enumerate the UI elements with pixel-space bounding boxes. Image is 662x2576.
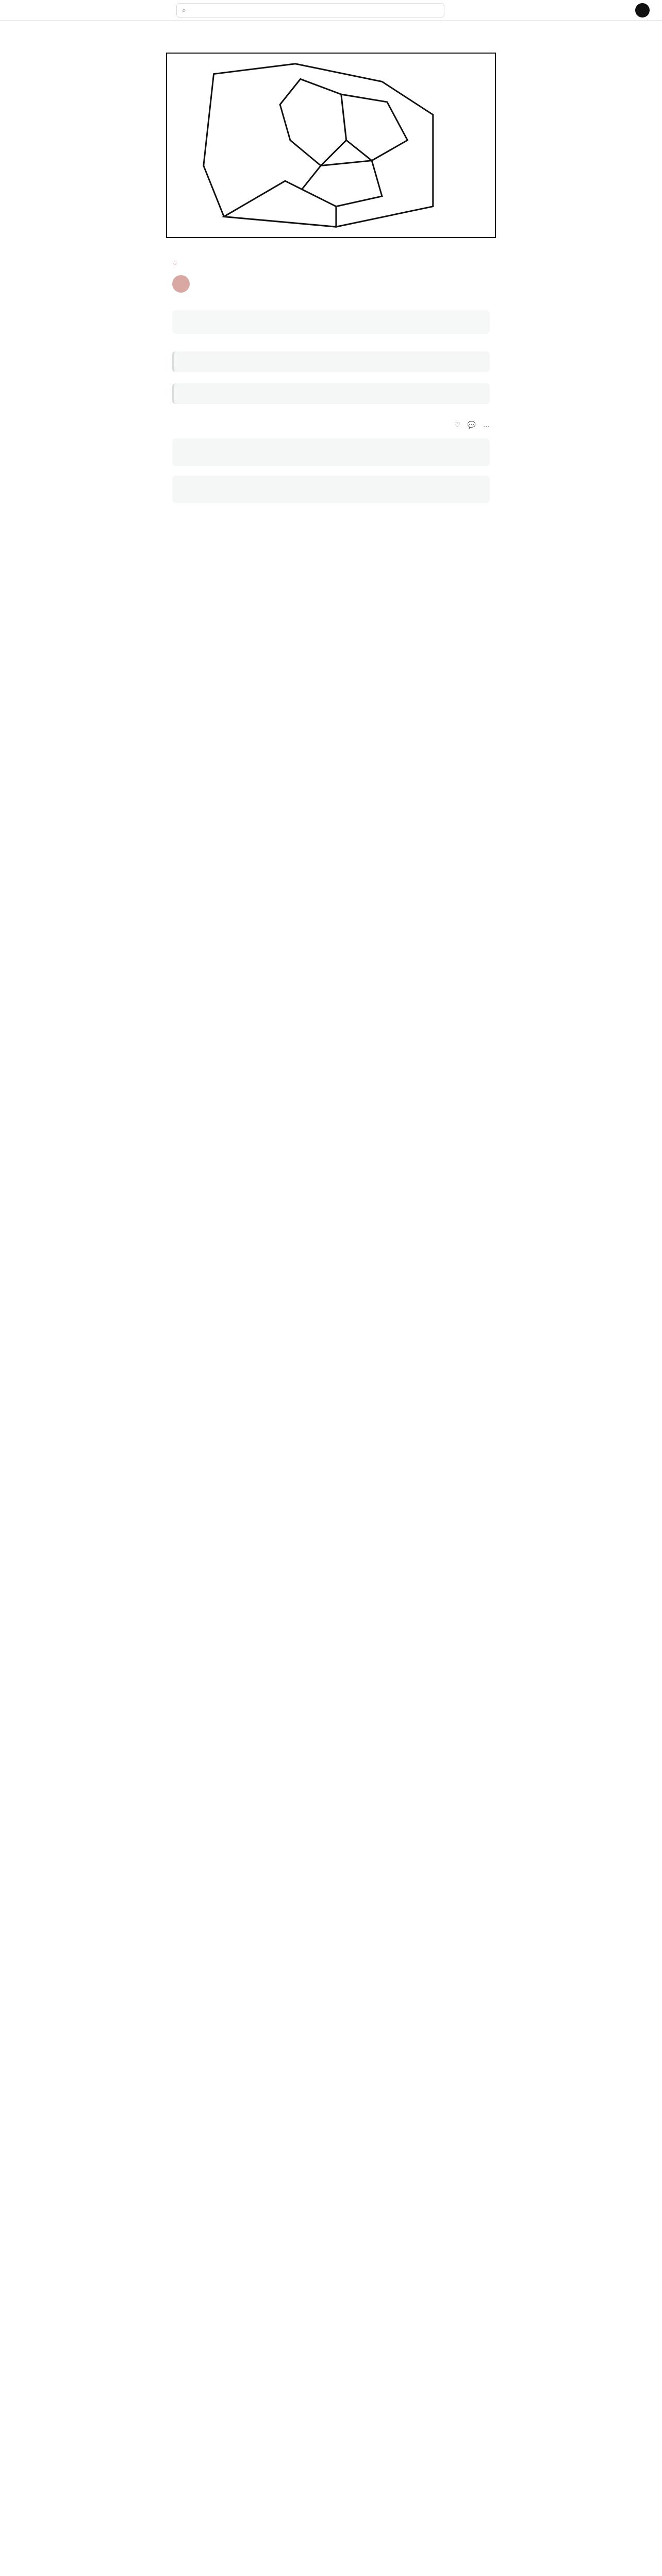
reaction-like[interactable]	[454, 421, 460, 429]
author-row	[172, 275, 490, 293]
reaction-bar	[172, 421, 490, 429]
top-bar	[0, 0, 662, 21]
article-content	[160, 260, 502, 503]
quote-block-1	[172, 351, 490, 372]
post-button[interactable]	[596, 3, 610, 18]
article-meta	[172, 260, 490, 293]
avatar[interactable]	[172, 275, 190, 293]
quote-box-2	[172, 476, 490, 503]
comment-icon[interactable]: 💬	[467, 421, 476, 429]
ward-map-illustration	[167, 54, 495, 237]
hero-image	[166, 53, 496, 238]
table-of-contents	[172, 310, 490, 334]
long-quote-box	[172, 438, 490, 466]
signup-button[interactable]	[635, 3, 650, 18]
quote-block-2	[172, 383, 490, 404]
like-counter[interactable]	[172, 260, 490, 267]
heart-icon[interactable]: ♡	[172, 260, 178, 267]
login-button[interactable]	[616, 3, 630, 18]
heart-icon[interactable]: ♡	[454, 421, 460, 429]
header-actions	[596, 3, 650, 18]
search-input[interactable]	[176, 3, 444, 18]
article-container	[160, 21, 502, 513]
reaction-comment[interactable]	[468, 421, 476, 429]
search-icon: ⌕	[182, 6, 186, 14]
more-icon[interactable]: …	[483, 421, 490, 429]
